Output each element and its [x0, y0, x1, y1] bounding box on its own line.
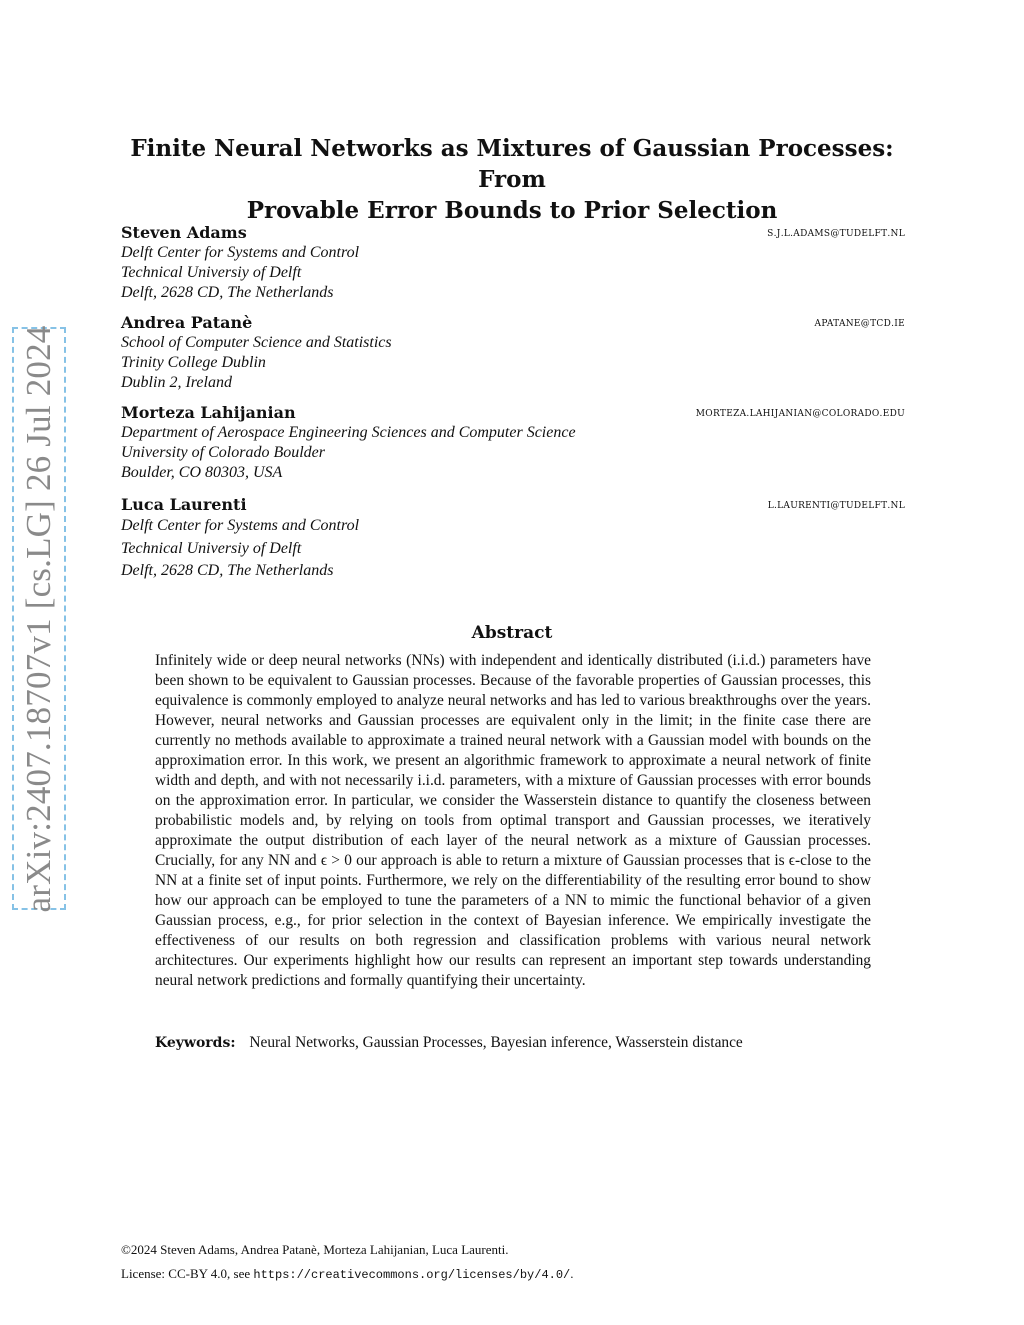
license-suffix: .: [570, 1266, 574, 1281]
author-email[interactable]: morteza.lahijanian@colorado.edu: [695, 405, 905, 420]
paper-title: [110, 133, 914, 226]
abstract-text: Infinitely wide or deep neural networks (NNs) with independent and identically distributed (i.i.d.) parameters have been shown to be equivalent to Gaussian processes. Because of the favorable properties of Gaussian processes, this equivalence is commonly employed to analyze neural networks and has led to various breakthroughs over the years. However, neural networks and Gaussian processes are equivalent only in the limit; in the finite case there are currently no methods available to approximate a trained neural network with a Gaussian model with bounds on the approximation error. In this work, we present an algorithmic framework to approximate a neural network of finite width and depth, and with not necessarily i.i.d. parameters, with a mixture of Gaussian processes with error bounds on the approximation error. In particular, we consider the Wasserstein distance to quantify the closeness between probabilistic models and, by relying on tools from optimal transport and Gaussian processes, we iteratively approximate the output distribution of each layer of the neural network as a mixture of Gaussian processes. Crucially, for any NN and ϵ > 0 our approach is able to return a mixture of Gaussian processes that is ϵ-close to the NN at a finite set of input points. Furthermore, we rely on the differentiability of the resulting error bound to show how our approach can be employed to tune the parameters of a NN to mimic the functional behavior of a given Gaussian process, e.g., for prior selection in the context of Bayesian inference. We empirically investigate the effectiveness of our results on both regression and classification problems with various neural network architectures. Our experiments highlight how our results can represent an important step towards understanding neural network predictions and formally quantifying their uncertainty.: [155, 652, 871, 989]
keywords-text: Neural Networks, Gaussian Processes, Bayesian inference, Wasserstein distance: [249, 1034, 743, 1051]
copyright-line: ©2024 Steven Adams, Andrea Patanè, Morteza Lahijanian, Luca Laurenti.: [121, 1242, 509, 1257]
affiliation-line: Technical Universiy of Delft: [121, 264, 302, 281]
affiliation-line: Delft Center for Systems and Control: [121, 244, 360, 261]
title-line-2: Provable Error Bounds to Prior Selection: [246, 197, 778, 224]
author-block: [121, 403, 905, 483]
affiliation-line: Delft, 2628 CD, The Netherlands: [121, 562, 334, 579]
author-email[interactable]: apatane@tcd.ie: [814, 315, 905, 330]
affiliation-line: Boulder, CO 80303, USA: [121, 464, 283, 481]
affiliation-line: University of Colorado Boulder: [121, 444, 325, 461]
author-name: Luca Laurenti: [121, 495, 247, 514]
author-email[interactable]: s.j.l.adams@tudelft.nl: [767, 225, 905, 240]
author-name: Andrea Patanè: [121, 313, 253, 332]
author-block: [121, 223, 905, 303]
author-name: Steven Adams: [121, 223, 247, 242]
author-name: Morteza Lahijanian: [121, 403, 296, 422]
keywords-label: Keywords:: [155, 1035, 236, 1051]
author-email[interactable]: l.laurenti@tudelft.nl: [767, 497, 905, 512]
keywords: [155, 1033, 871, 1053]
affiliation-line: School of Computer Science and Statistics: [121, 334, 392, 351]
license-prefix: License: CC-BY 4.0, see: [121, 1266, 251, 1281]
license-link[interactable]: https://creativecommons.org/licenses/by/4.0/: [253, 1268, 571, 1282]
affiliation-line: Dublin 2, Ireland: [121, 374, 232, 391]
arxiv-stamp[interactable]: [12, 327, 66, 910]
arxiv-stamp-text: arXiv:2407.18707v1 [cs.LG] 26 Jul 2024: [19, 325, 58, 912]
author-block: [121, 313, 905, 393]
affiliation-line: Delft Center for Systems and Control: [121, 517, 360, 534]
affiliation-line: Delft, 2628 CD, The Netherlands: [121, 284, 334, 301]
affiliation-line: Department of Aerospace Engineering Sciences and Computer Science: [121, 424, 576, 441]
affiliation-line: Technical Universiy of Delft: [121, 539, 302, 557]
affiliation-line: Trinity College Dublin: [121, 354, 266, 371]
abstract-heading: Abstract: [471, 623, 553, 643]
title-line-1: Finite Neural Networks as Mixtures of Gaussian Processes: From: [130, 135, 894, 193]
author-block: [121, 495, 905, 583]
license-line: [121, 1265, 574, 1284]
